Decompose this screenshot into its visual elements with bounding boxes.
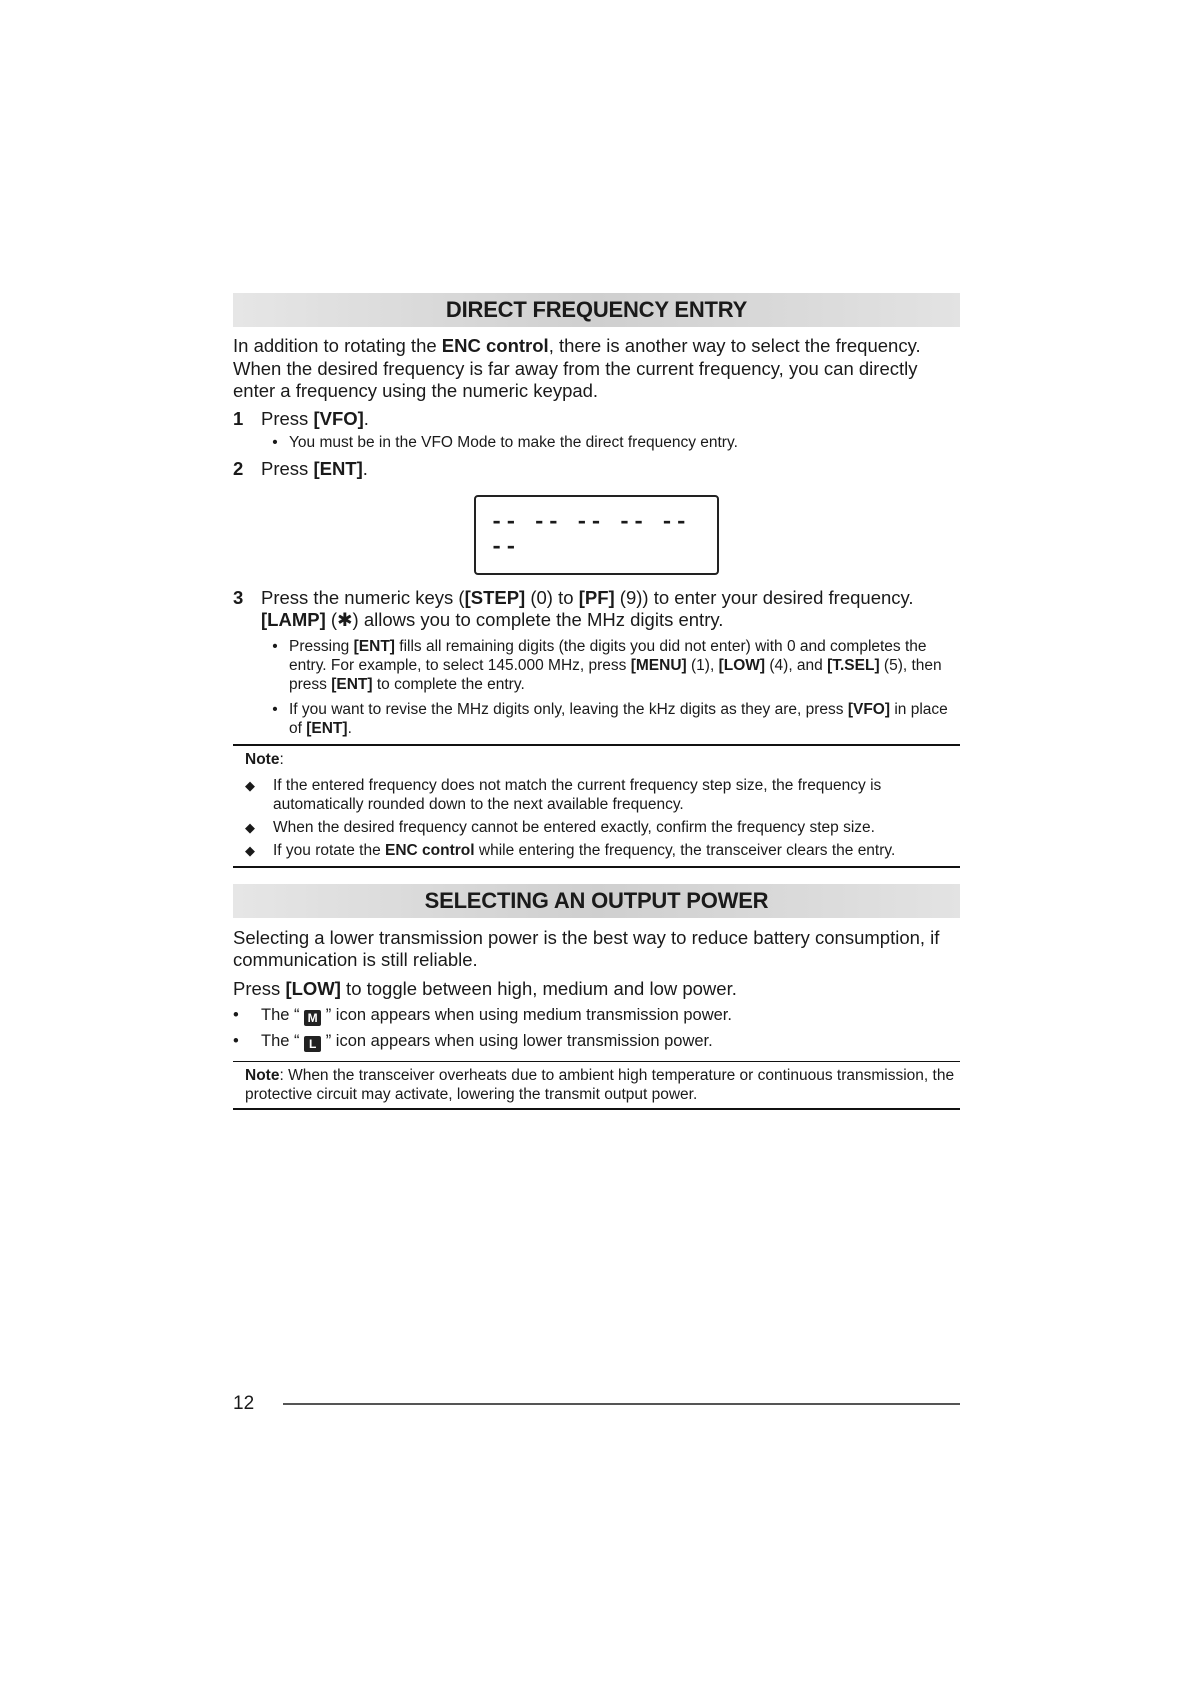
step-3 xyxy=(233,587,960,632)
diamond-bullet-icon: ◆ xyxy=(245,819,255,835)
press-low-instruction xyxy=(233,978,960,1001)
bullet-medium-power xyxy=(233,1005,960,1026)
step-2 xyxy=(233,458,960,481)
intro-text-rest: , there is another way to select the frequency. When the desired frequency is far away from the current frequency, you can directly enter a frequency using the numeric keypad. xyxy=(233,335,921,401)
text: The “ xyxy=(261,1032,305,1050)
bullet-icon: • xyxy=(272,700,278,718)
text: . xyxy=(347,719,352,737)
step-3-text: (0) to xyxy=(525,586,579,608)
low-power-icon: L xyxy=(304,1036,321,1052)
medium-power-icon: M xyxy=(304,1010,321,1026)
key-low: [LOW] xyxy=(718,656,766,674)
bullet-icon: • xyxy=(233,1006,239,1024)
step-number: 2 xyxy=(233,458,244,479)
note-bottom-rule xyxy=(233,866,960,868)
step-1-end: . xyxy=(363,407,369,429)
intro-text: In addition to rotating the xyxy=(233,335,442,356)
step-text xyxy=(261,458,960,481)
note-text xyxy=(273,841,960,860)
step-text xyxy=(261,587,960,632)
key-vfo: [VFO] xyxy=(313,407,364,429)
note-label: Note xyxy=(245,750,280,768)
step-1-note xyxy=(261,433,960,452)
key-pf: [PF] xyxy=(578,586,615,608)
section-title: SELECTING AN OUTPUT POWER xyxy=(424,887,769,913)
step-3-text: (✱) allows you to complete the MHz digits entry. xyxy=(325,609,724,630)
note-item-2 xyxy=(245,818,960,837)
note-bottom-rule xyxy=(233,1108,960,1110)
step-3-text: (9)) to enter your desired frequency. xyxy=(614,586,914,608)
intro-paragraph xyxy=(233,335,960,403)
step-text xyxy=(261,408,960,431)
note-colon: : xyxy=(279,750,284,768)
key-vfo: [VFO] xyxy=(847,700,891,718)
lcd-dashes: -- -- -- -- -- -- xyxy=(490,509,689,560)
note-text: When the desired frequency cannot be entered exactly, confirm the frequency step size. xyxy=(273,818,875,836)
note-text: : When the transceiver overheats due to ambient high temperature or continuous transmission, the protective circuit may activate, lowering the transmit output power. xyxy=(245,1067,955,1103)
text: (4), and xyxy=(765,656,828,674)
key-ent: [ENT] xyxy=(331,675,373,693)
key-ent: [ENT] xyxy=(306,719,348,737)
text: Pressing xyxy=(289,637,354,655)
text: Press xyxy=(233,977,286,999)
intro-paragraph: Selecting a lower transmission power is the best way to reduce battery consumption, if communication is still reliable. xyxy=(233,926,940,970)
page-content xyxy=(233,293,960,1110)
text: ” icon appears when using medium transmission power. xyxy=(321,1006,732,1024)
step-3-note-1 xyxy=(261,637,960,694)
step-3-text: Press the numeric keys ( xyxy=(261,586,465,608)
note-heading xyxy=(245,750,960,769)
step-3-note-1-text xyxy=(289,637,960,694)
text: in place of xyxy=(289,700,948,737)
key-step: [STEP] xyxy=(464,586,526,608)
note-item-1 xyxy=(245,776,960,814)
step-number: 3 xyxy=(233,586,244,608)
note-label: Note xyxy=(245,1067,280,1084)
step-1-text: Press xyxy=(261,407,314,429)
step-1-note-text: You must be in the VFO Mode to make the direct frequency entry. xyxy=(289,434,738,451)
intro-bold: ENC control xyxy=(441,335,549,356)
step-2-end: . xyxy=(362,458,368,479)
bold-text: ENC control xyxy=(385,841,475,859)
text: The “ xyxy=(261,1006,305,1024)
note-item-3 xyxy=(245,841,960,860)
note-box-overheat xyxy=(233,1062,960,1108)
section-title: DIRECT FREQUENCY ENTRY xyxy=(445,297,748,322)
text: to complete the entry. xyxy=(372,675,525,693)
text: (1), xyxy=(686,656,719,674)
bullet-icon: • xyxy=(272,434,278,451)
step-number: 1 xyxy=(233,407,244,429)
bullet-text xyxy=(261,1031,713,1052)
diamond-bullet-icon: ◆ xyxy=(245,842,255,858)
lcd-display xyxy=(474,495,719,575)
bullet-text xyxy=(261,1005,732,1026)
text: If you rotate the xyxy=(273,841,386,859)
text: If you want to revise the MHz digits only, leaving the kHz digits as they are, press xyxy=(289,700,848,718)
key-low: [LOW] xyxy=(285,977,341,999)
step-2-text: Press xyxy=(261,458,314,479)
text: fills all remaining digits (the digits you did not enter) with 0 and completes the entry. For example, to select 145.000 MHz, press xyxy=(289,637,927,674)
key-menu: [MENU] xyxy=(630,656,687,674)
section-header-output-power xyxy=(233,884,960,918)
key-ent: [ENT] xyxy=(353,637,395,655)
key-lamp: [LAMP] xyxy=(261,609,326,630)
note-box-frequency xyxy=(233,746,960,866)
text: (5), then press xyxy=(289,656,942,693)
diamond-bullet-icon: ◆ xyxy=(245,777,255,793)
note-text: If the entered frequency does not match the current frequency step size, the frequency is automatically rounded down to the next available frequency. xyxy=(273,776,882,813)
page-number: 12 xyxy=(233,1393,255,1414)
step-3-note-2 xyxy=(261,700,960,738)
text: ” icon appears when using lower transmission power. xyxy=(321,1032,713,1050)
key-ent: [ENT] xyxy=(313,458,363,479)
section-header-direct-frequency-entry xyxy=(233,293,960,327)
key-tsel: [T.SEL] xyxy=(827,656,880,674)
step-3-note-2-text xyxy=(289,700,960,738)
text: while entering the frequency, the transceiver clears the entry. xyxy=(474,841,896,859)
footer-rule xyxy=(283,1403,960,1405)
bullet-icon: • xyxy=(272,637,278,655)
step-1 xyxy=(233,408,960,431)
bullet-low-power xyxy=(233,1031,960,1052)
page-footer xyxy=(233,1392,960,1416)
text: to toggle between high, medium and low power. xyxy=(340,977,737,999)
bullet-icon: • xyxy=(233,1032,239,1050)
